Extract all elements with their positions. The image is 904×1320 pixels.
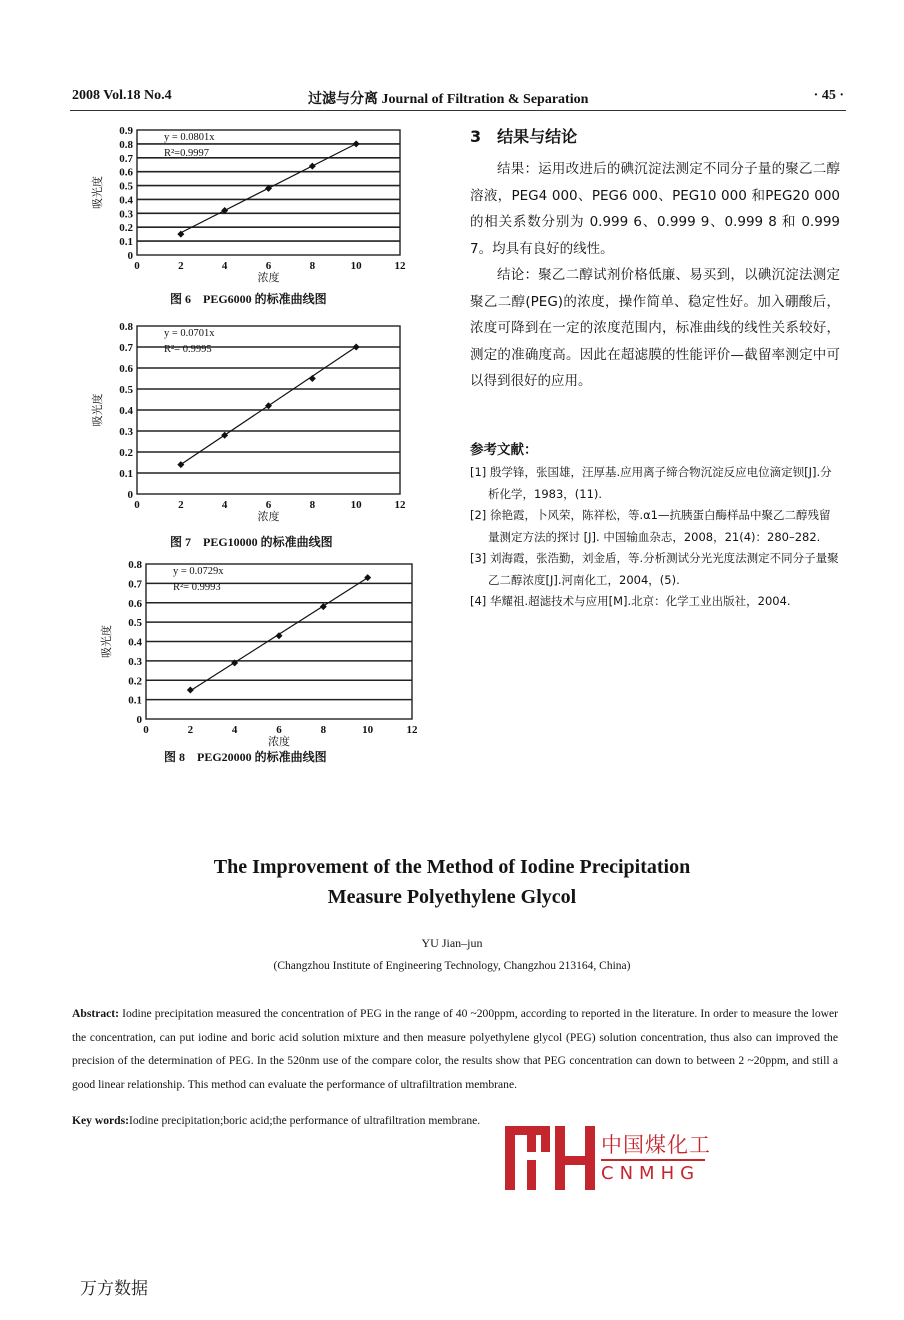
keywords (72, 1114, 572, 1127)
svg-text:2: 2 (187, 724, 194, 736)
english-title-line-1: The Improvement of the Method of Iodine Precipitation (213, 856, 691, 878)
figure-6-caption: 图 6 PEG6000 的标准曲线图 (170, 292, 327, 306)
svg-text:8: 8 (320, 724, 327, 736)
logo-rule (601, 1159, 705, 1161)
svg-text:4: 4 (231, 724, 238, 736)
svg-text:2: 2 (178, 260, 184, 272)
svg-text:吸光度: 吸光度 (91, 393, 104, 427)
keywords-text: Iodine precipitation;boric acid;the performance of ultrafiltration membrane. (129, 1114, 481, 1127)
svg-text:0.5: 0.5 (128, 617, 142, 630)
footer-watermark: 万方数据 (80, 1279, 148, 1299)
svg-text:0.1: 0.1 (128, 694, 142, 707)
svg-text:R²= 0.9993: R²= 0.9993 (173, 582, 221, 593)
svg-text:0.4: 0.4 (128, 636, 142, 649)
data-point (187, 686, 194, 693)
svg-text:0: 0 (134, 260, 140, 272)
svg-text:0.6: 0.6 (128, 597, 142, 610)
data-point (353, 140, 360, 147)
svg-text:0: 0 (136, 714, 142, 726)
data-point (353, 344, 360, 351)
reference-item: [1] 殷学锋，张国雄，汪厚基.应用离子缔合物沉淀反应电位滴定钡[J].分析化学，1983，(11). (470, 465, 832, 501)
abstract-label: Abstract: (72, 1007, 120, 1020)
header-rule (70, 110, 846, 111)
data-point (309, 163, 316, 170)
svg-text:浓度: 浓度 (268, 735, 290, 748)
cnmhg-logo (505, 1126, 715, 1192)
svg-text:0.5: 0.5 (119, 180, 133, 193)
chart-peg10000 (86, 316, 426, 526)
english-title-line-2: Measure Polyethylene Glycol (327, 886, 577, 908)
svg-text:0: 0 (134, 499, 140, 511)
svg-text:0.9: 0.9 (119, 125, 133, 137)
svg-text:0.2: 0.2 (119, 447, 133, 459)
section-heading: 3 结果与结论 (470, 127, 578, 146)
volume-info: 2008 Vol.18 No.4 (72, 88, 172, 103)
author-name: YU Jian–jun (421, 936, 483, 950)
running-header (72, 88, 844, 108)
svg-text:吸光度: 吸光度 (100, 625, 113, 658)
svg-text:y = 0.0729x: y = 0.0729x (173, 566, 224, 577)
svg-text:2: 2 (178, 499, 184, 511)
affiliation: (Changzhou Institute of Engineering Technology, Changzhou 213164, China) (273, 960, 631, 972)
english-title (0, 852, 904, 912)
svg-text:R²=0.9997: R²=0.9997 (164, 148, 209, 159)
svg-text:0.8: 0.8 (119, 138, 133, 151)
svg-text:y = 0.0701x: y = 0.0701x (164, 328, 215, 339)
reference-item: [4] 华耀祖.超滤技术与应用[M].北京：化学工业出版社，2004. (470, 594, 791, 608)
svg-text:R²= 0.9995: R²= 0.9995 (164, 344, 212, 355)
svg-text:0.1: 0.1 (119, 468, 133, 480)
svg-text:0.1: 0.1 (119, 236, 133, 249)
svg-text:4: 4 (221, 499, 228, 511)
data-point (177, 461, 184, 468)
reference-list (470, 462, 840, 613)
journal-name: 过滤与分离 Journal of Filtration & Separation (308, 92, 589, 107)
svg-text:6: 6 (276, 724, 282, 736)
svg-text:12: 12 (394, 499, 406, 511)
page-number: · 45 · (813, 88, 844, 103)
svg-text:0.7: 0.7 (128, 578, 142, 591)
chart-peg20000 (86, 556, 436, 746)
svg-text:10: 10 (362, 724, 374, 736)
svg-text:12: 12 (394, 260, 406, 272)
svg-text:0.7: 0.7 (119, 152, 133, 165)
conclusion-paragraph (470, 262, 840, 395)
results-paragraph (470, 156, 840, 262)
svg-text:4: 4 (221, 260, 228, 272)
svg-text:6: 6 (265, 260, 272, 272)
svg-text:10: 10 (350, 499, 362, 511)
chart-svg (86, 316, 426, 526)
svg-text:0.3: 0.3 (119, 208, 133, 221)
conclusion-text: 结论：聚乙二醇试剂价格低廉、易买到，以碘沉淀法测定聚乙二醇(PEG)的浓度，操作简单、稳定性好。加入硼酸后，浓度可降到在一定的浓度范围内，标准曲线的线性关系较好，测定的准确度高。因此在超滤膜的性能评价—截留率测定中可以得到很好的应用。 (470, 267, 840, 389)
chart-svg (86, 118, 426, 308)
svg-text:0.7: 0.7 (119, 342, 133, 354)
figure-8-caption: 图 8 PEG20000 的标准曲线图 (164, 750, 327, 764)
svg-text:0.6: 0.6 (119, 363, 133, 375)
svg-text:y = 0.0801x: y = 0.0801x (164, 132, 215, 143)
svg-text:0.3: 0.3 (119, 426, 133, 438)
reference-item: [2] 徐艳霞，卜风荣，陈祥松，等.α1—抗胰蛋白酶样品中聚乙二醇残留量测定方法的探讨 [J]. 中国输血杂志，2008，21(4)：280–282. (470, 508, 831, 544)
chart-peg6000 (86, 118, 426, 308)
svg-text:8: 8 (309, 260, 316, 272)
svg-text:0: 0 (143, 724, 149, 736)
mh-logo-icon (505, 1126, 597, 1190)
abstract (72, 1002, 838, 1096)
svg-text:0.4: 0.4 (119, 405, 133, 417)
reference-item: [3] 刘海霞，张浩勤，刘金盾，等.分析测试分光光度法测定不同分子量聚乙二醇浓度[J].河南化工，2004，(5). (470, 551, 839, 587)
references-heading: 参考文献： (470, 442, 538, 458)
svg-text:浓度: 浓度 (257, 271, 280, 284)
logo-english-text: CNMHG (601, 1163, 701, 1184)
figure-7-caption: 图 7 PEG10000 的标准曲线图 (170, 535, 333, 549)
svg-text:0.6: 0.6 (119, 166, 133, 179)
svg-text:6: 6 (265, 499, 272, 511)
svg-text:0: 0 (127, 250, 133, 262)
svg-text:0.3: 0.3 (128, 655, 142, 668)
svg-text:0.4: 0.4 (119, 194, 133, 207)
svg-text:0: 0 (127, 489, 133, 501)
data-point (309, 375, 316, 382)
keywords-label: Key words: (72, 1114, 129, 1127)
abstract-text: Iodine precipitation measured the concentration of PEG in the range of 40 ~200ppm, according to reported in the literature. In order to measure the lower the concentration, can put iodine and boric acid solution mixture and then measure polyethylene glycol (PEG) solution concentration, thus also can improved the precision of the determination of PEG. In the 520nm use of the compare color, the results show that PEG concentration can down to between 2 ~20ppm, and still a good linear relationship. This method can evaluate the performance of ultrafiltration membrane. (72, 1007, 838, 1091)
svg-text:8: 8 (309, 499, 316, 511)
svg-text:0.2: 0.2 (128, 675, 142, 688)
svg-text:0.2: 0.2 (119, 222, 133, 235)
svg-text:0.8: 0.8 (128, 559, 142, 571)
svg-text:12: 12 (406, 724, 418, 736)
logo-chinese-text: 中国煤化工 (601, 1133, 711, 1157)
chart-svg (86, 556, 436, 746)
results-text: 结果：运用改进后的碘沉淀法测定不同分子量的聚乙二醇溶液，PEG4 000、PEG6 000、PEG10 000 和PEG20 000 的相关系数分别为 0.999 6、0.999 9、0.999 8 和 0.999 7。均具有良好的线性。 (470, 161, 840, 257)
svg-text:浓度: 浓度 (257, 510, 280, 523)
svg-text:0.8: 0.8 (119, 321, 133, 333)
svg-text:吸光度: 吸光度 (91, 176, 104, 209)
svg-text:0.5: 0.5 (119, 384, 133, 396)
svg-text:10: 10 (350, 260, 362, 272)
